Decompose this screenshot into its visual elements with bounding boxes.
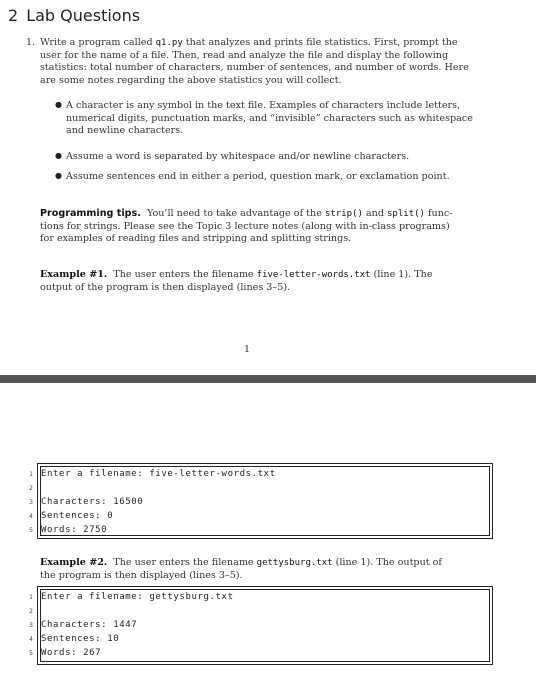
code-filename: gettysburg.txt xyxy=(256,558,333,568)
line-number: 3 xyxy=(29,622,33,629)
code-filename: q1.py xyxy=(155,38,183,48)
line-number: 3 xyxy=(29,499,33,506)
code-line: Sentences: 0 xyxy=(41,511,114,521)
bullet-item: Assume sentences end in either a period, question mark, or exclamation point. xyxy=(66,171,450,182)
question-line: statistics: total number of characters, number of sentences, and number of words. Here xyxy=(40,62,469,74)
example-1-heading: Example #1. xyxy=(40,269,108,280)
bullet-icon: ● xyxy=(55,151,62,160)
example-1-description: Example #1. The user enters the filename five-letter-words.txt (line 1). The output of the program is then displayed (lines 3–5). xyxy=(40,269,433,293)
question-1-text xyxy=(40,37,488,87)
code-line: Enter a filename: five-letter-words.txt xyxy=(41,469,276,479)
code-filename: five-letter-words.txt xyxy=(256,270,371,280)
line-number: 2 xyxy=(29,485,33,492)
code-line: Sentences: 10 xyxy=(41,634,120,644)
section-heading: Lab Questions xyxy=(26,6,141,25)
line-number: 2 xyxy=(29,608,33,615)
code-line: Enter a filename: gettysburg.txt xyxy=(41,592,234,602)
page-divider xyxy=(0,375,536,383)
code-split: split() xyxy=(387,209,425,219)
line-number: 5 xyxy=(29,650,33,657)
example-2-heading: Example #2. xyxy=(40,557,108,568)
line-number: 1 xyxy=(29,594,33,601)
code-line: Characters: 1447 xyxy=(41,620,138,630)
page-number: 1 xyxy=(244,344,251,355)
bullet-icon: ● xyxy=(55,100,62,109)
code-line: Words: 267 xyxy=(41,648,102,658)
question-number: 1. xyxy=(26,37,36,48)
section-title xyxy=(8,6,140,25)
question-line: Write a program called q1.py that analyzes and prints file statistics. First, prompt the xyxy=(40,37,458,48)
question-line: user for the name of a file. Then, read and analyze the file and display the following xyxy=(40,49,449,61)
bullet-item: A character is any symbol in the text file. Examples of characters include letters, numerical digits, punctuation marks, and “invisible” characters such as whitespace and newline characters. xyxy=(66,100,473,137)
line-number: 4 xyxy=(29,636,33,643)
bullet-item: Assume a word is separated by whitespace and/or newline characters. xyxy=(66,151,410,162)
programming-tips: Programming tips. You’ll need to take advantage of the strip() and split() func- tions for strings. Please see the Topic 3 lecture notes (along with in-class programs) for examples of reading files and stripping and splitting strings. xyxy=(40,208,453,245)
bullet-icon: ● xyxy=(55,171,62,180)
section-number: 2 xyxy=(8,6,19,25)
line-number: 4 xyxy=(29,513,33,520)
code-strip: strip() xyxy=(324,209,363,219)
question-line: are some notes regarding the above statistics you will collect. xyxy=(40,74,342,86)
example-2-description: Example #2. The user enters the filename gettysburg.txt (line 1). The output of the program is then displayed (lines 3–5). xyxy=(40,557,442,581)
code-line: Words: 2750 xyxy=(41,525,108,535)
tips-heading: Programming tips. xyxy=(40,208,141,219)
code-line: Characters: 16500 xyxy=(41,497,144,507)
line-number: 5 xyxy=(29,527,33,534)
line-number: 1 xyxy=(29,471,33,478)
